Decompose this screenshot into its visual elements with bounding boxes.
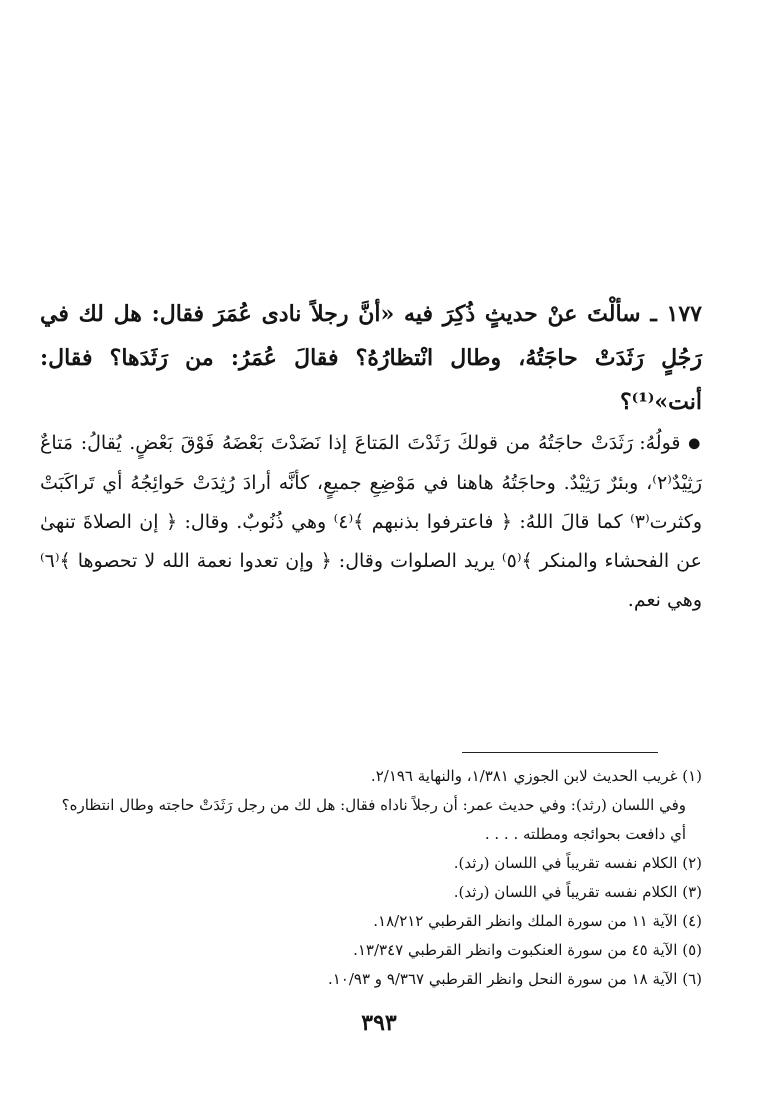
footnote-divider (462, 752, 658, 753)
footnote-4: (٤) الآية ١١ من سورة الملك وانظر القرطبي ١٨/٢١٢. (373, 912, 702, 930)
question-text: ١٧٧ ـ سألْتَ عنْ حديثٍ ذُكِرَ فيه «أنَّ رجلاً نادى عُمَرَ فقال: هل لك في رَجُلٍ رَثَدَتْ حاجَتُهُ، وطال انْتظارُهُ؟ فقالَ عُمَرُ: من رَثَدَها؟ فقال: أنت»⁽¹⁾؟ (40, 301, 702, 415)
commentary-block (40, 424, 702, 620)
commentary-text: قولُهُ: رَثَدَتْ حاجَتُهُ من قولكَ رَثَدْتَ المَتاعَ إذا نَضَدْتَ بَعْضَهُ فَوْقَ بَعْضٍ. يُقالُ: مَتاعٌ رَثِيْدٌ⁽٢⁾، وبئرٌ رَثِيْدٌ. وحاجَتُهُ هاهنا في مَوْضِعِ جميعٍ، كأنَّه أرادَ رُثِدَتْ حَوائِجُهُ أي تَراكَبَتْ وكثرت⁽٣⁾ كما قالَ اللهُ: ﴿ فاعترفوا بذنبهم ﴾⁽٤⁾ وهي ذُنُوبٌ. وقال: ﴿ إن الصلاةَ تنهىٰ عن الفحشاء والمنكر ﴾⁽٥⁾ يريد الصلوات وقال: ﴿ وإن تعدوا نعمة الله لا تحصوها ﴾⁽٦⁾ وهي نعم. (40, 432, 702, 611)
footnote-2: (٢) الكلام نفسه تقريباً في اللسان (رثد). (453, 854, 702, 872)
page-number: ٣٩٣ (361, 1010, 397, 1036)
footnote-6: (٦) الآية ١٨ من سورة النحل وانظر القرطبي ٩/٣٦٧ و ١٠/٩٣. (327, 970, 702, 988)
footnote-5: (٥) الآية ٤٥ من سورة العنكبوت وانظر القرطبي ١٣/٣٤٧. (353, 941, 702, 959)
commentary-paragraph (40, 424, 702, 620)
question-177 (40, 292, 702, 424)
footnote-1: (١) غريب الحديث لابن الجوزي ١/٣٨١، والنهاية ٢/١٩٦. (370, 767, 702, 785)
bullet-marker: ● (688, 435, 702, 452)
footnote-1-continuation: وفي اللسان (رثد): وفي حديث عمر: أن رجلاً ناداه فقال: هل لك من رجل رَثَدَتْ حاجته وطال انتظاره؟ أي دافعت بحوائجه ومطلته . . . . (61, 796, 686, 843)
footnote-3: (٣) الكلام نفسه تقريباً في اللسان (رثد). (453, 883, 702, 901)
footnotes (46, 762, 702, 994)
